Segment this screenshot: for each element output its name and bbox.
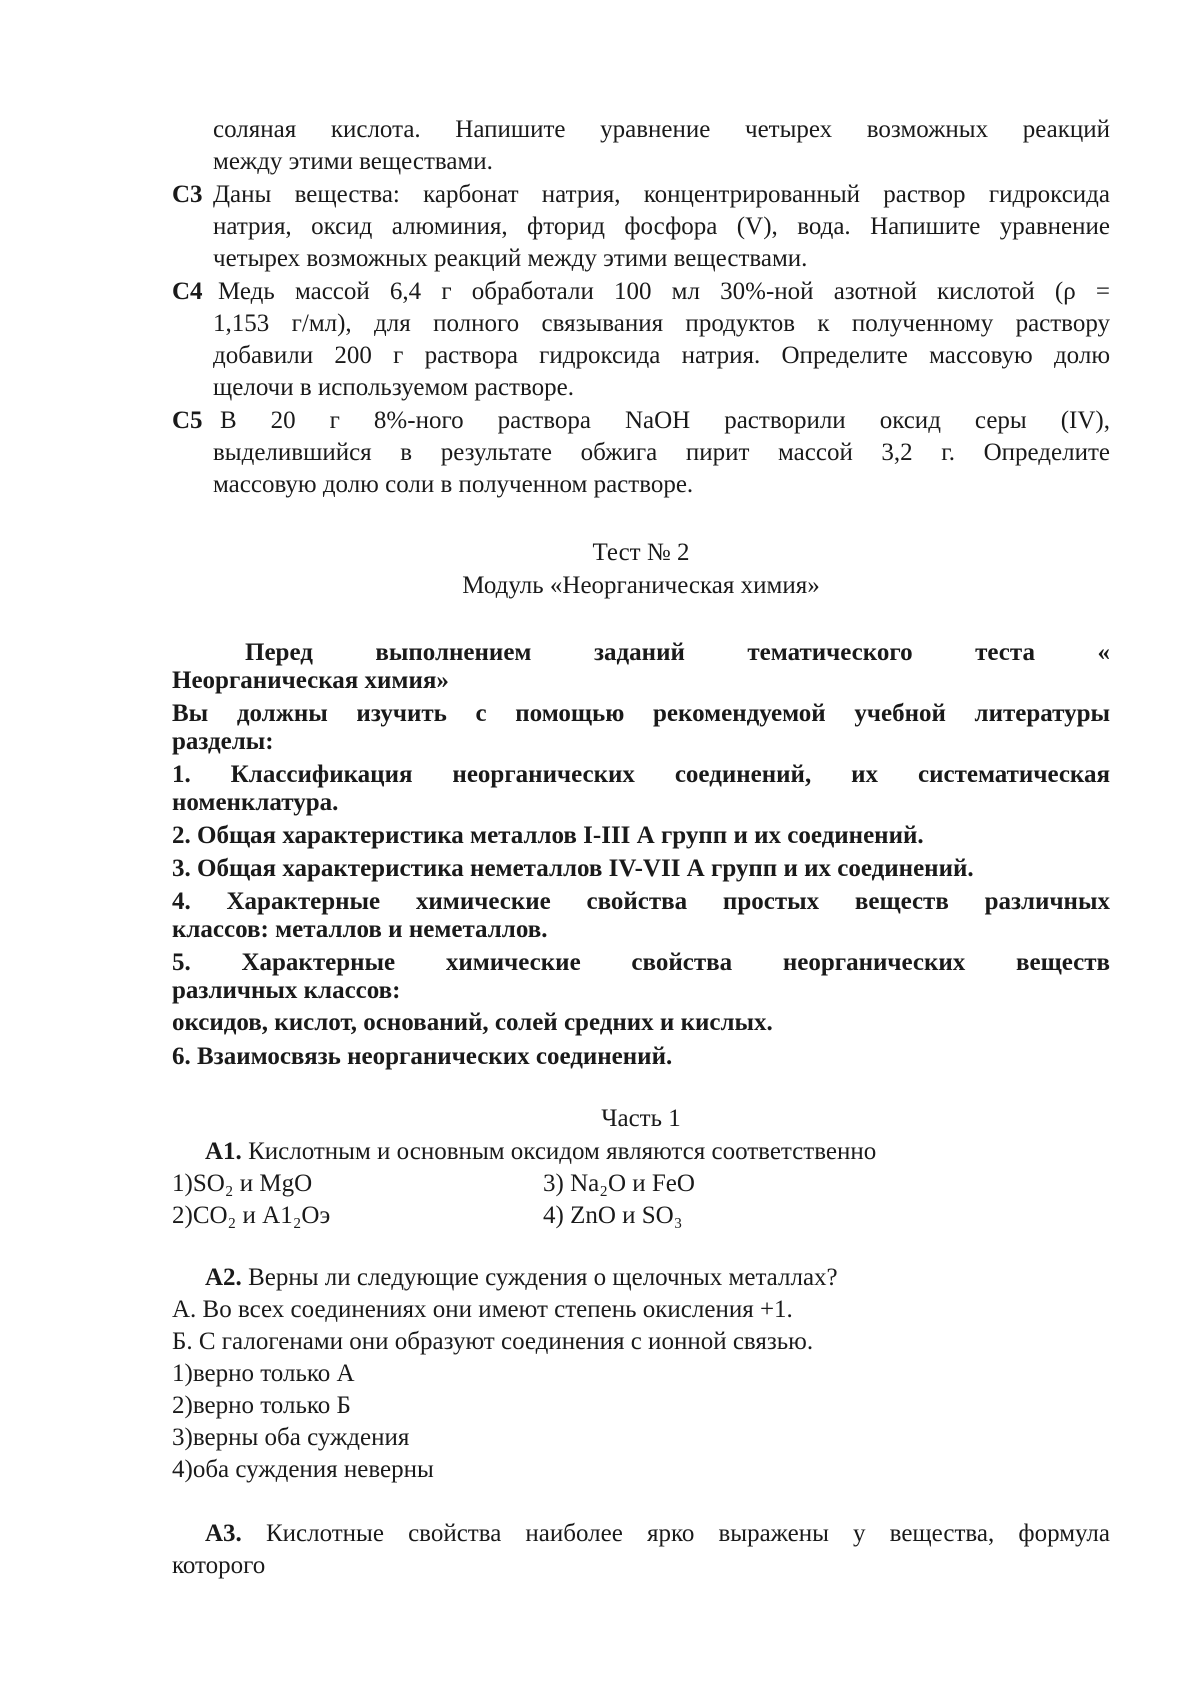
option-text: верно только Б: [192, 1392, 351, 1419]
intro-line: Неорганическая химия»: [172, 667, 449, 694]
task-c4-text: 1,153 г/мл), для полного связывания продуктов к полученному раствору: [213, 310, 1110, 337]
intro-line: Вы должны изучить с помощью рекомендуемой учебной литературы: [172, 700, 1110, 727]
task-label-c4: С4: [172, 278, 203, 305]
option-number: 3): [172, 1424, 193, 1451]
question-label: А1.: [205, 1138, 242, 1165]
continuation-line: соляная кислота. Напишите уравнение четырех возможных реакций: [213, 116, 1110, 143]
question-text: Кислотные свойства наиболее ярко выражены у вещества, формула: [265, 1520, 1110, 1547]
question-text: Кислотным и основным оксидом являются соответственно: [248, 1138, 877, 1165]
statement-b: Б. С галогенами они образуют соединения с ионной связью.: [172, 1328, 814, 1355]
answer-option: [172, 1358, 355, 1390]
task-c5-text: массовую долю соли в полученном растворе.: [213, 471, 694, 498]
task-c3-text: натрия, оксид алюминия, фторид фосфора (V), вода. Напишите уравнение: [213, 213, 1110, 240]
intro-line: Перед выполнением заданий тематического теста «: [245, 639, 1110, 666]
option-text: ZnO и SO₃: [570, 1202, 683, 1229]
task-c3-text: Даны вещества: карбонат натрия, концентрированный раствор гидроксида: [213, 181, 1110, 208]
question-a3: [205, 1518, 1110, 1550]
topic-item: 4. Характерные химические свойства простых веществ различных: [172, 888, 1110, 915]
option-text: Na₂O и FeO: [570, 1170, 695, 1197]
topic-item: оксидов, кислот, оснований, солей средних и кислых.: [172, 1009, 773, 1036]
statement-a: А. Во всех соединениях они имеют степень окисления +1.: [172, 1296, 793, 1323]
option-text: оба суждения неверны: [192, 1456, 434, 1483]
option-number: 1): [172, 1170, 193, 1197]
topic-item: 2. Общая характеристика металлов I-III А групп и их соединений.: [172, 822, 924, 849]
option-text: SO₂ и MgO: [192, 1170, 313, 1197]
option-number: 2): [172, 1202, 193, 1229]
option-number: 4): [172, 1456, 193, 1483]
task-label-c3: С3: [172, 181, 203, 208]
question-a2: [205, 1262, 838, 1294]
answer-option: [543, 1168, 695, 1200]
task-label-c5: С5: [172, 407, 203, 434]
answer-option: [172, 1454, 434, 1486]
option-text: верно только А: [192, 1360, 355, 1387]
question-label: А3.: [205, 1520, 242, 1547]
task-c3-text: четырех возможных реакций между этими веществами.: [213, 245, 808, 272]
part-title: Часть 1: [601, 1105, 681, 1132]
task-c5-text: В 20 г 8%-ного раствора NaOH растворили оксид серы (IV),: [220, 407, 1110, 434]
topic-item: 3. Общая характеристика неметаллов IV-VII А групп и их соединений.: [172, 855, 974, 882]
answer-option: [172, 1168, 312, 1200]
topic-item: 1. Классификация неорганических соединений, их систематическая: [172, 761, 1110, 788]
task-c5-text: выделившийся в результате обжига пирит массой 3,2 г. Определите: [213, 439, 1110, 466]
task-c4-text: Медь массой 6,4 г обработали 100 мл 30%-ной азотной кислотой (ρ =: [218, 278, 1110, 305]
question-label: А2.: [205, 1264, 242, 1291]
task-c4-text: добавили 200 г раствора гидроксида натрия. Определите массовую долю: [213, 342, 1110, 369]
topic-item: классов: металлов и неметаллов.: [172, 916, 548, 943]
answer-option: [172, 1390, 351, 1422]
topic-item: различных классов:: [172, 977, 401, 1004]
task-c4-text: щелочи в используемом растворе.: [213, 374, 574, 401]
continuation-line: между этими веществами.: [213, 148, 493, 175]
question-text: которого: [172, 1552, 266, 1579]
topic-item: 6. Взаимосвязь неорганических соединений.: [172, 1043, 673, 1070]
option-number: 1): [172, 1360, 193, 1387]
answer-option: [172, 1422, 409, 1454]
option-text: CO₂ и A1₂Oэ: [192, 1202, 331, 1229]
test-title: Тест № 2: [592, 539, 690, 566]
question-text: Верны ли следующие суждения о щелочных металлах?: [248, 1264, 838, 1291]
answer-option: [543, 1200, 682, 1232]
test-module-title: Модуль «Неорганическая химия»: [462, 572, 820, 599]
option-text: верны оба суждения: [192, 1424, 410, 1451]
topic-item: номенклатура.: [172, 789, 339, 816]
option-number: 2): [172, 1392, 193, 1419]
topic-item: 5. Характерные химические свойства неорганических веществ: [172, 949, 1110, 976]
option-number: 3): [543, 1170, 564, 1197]
option-number: 4): [543, 1202, 564, 1229]
question-a1: [205, 1136, 876, 1168]
answer-option: [172, 1200, 330, 1232]
intro-line: разделы:: [172, 728, 274, 755]
